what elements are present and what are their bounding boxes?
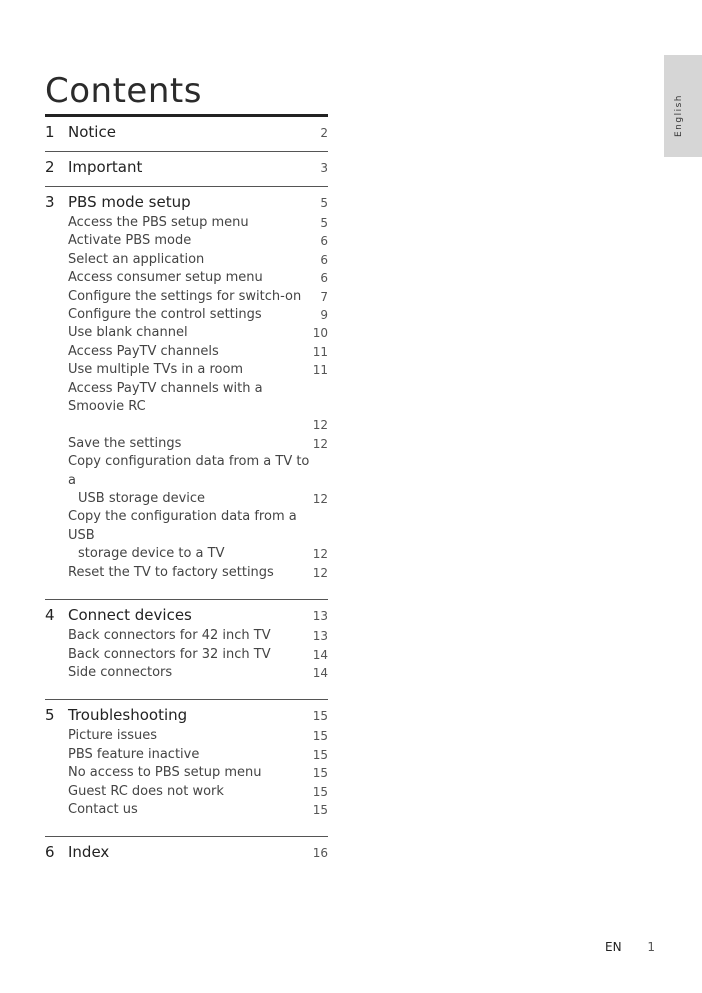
section-number: 4 <box>45 606 55 625</box>
toc-entry-page-number: 5 <box>320 216 328 230</box>
footer-language: EN <box>605 940 622 954</box>
section-title: Connect devices <box>68 606 192 625</box>
page-footer <box>605 940 655 954</box>
toc-entry-label <box>68 269 310 287</box>
toc-entry-page-number: 12 <box>312 547 328 562</box>
toc-entry-page-number: 12 <box>312 436 328 451</box>
toc-section-heading[interactable] <box>45 158 328 186</box>
section-page-number: 2 <box>320 126 328 140</box>
section-spacer <box>45 682 328 699</box>
toc-section <box>45 599 328 699</box>
toc-entry-page-number: 11 <box>312 344 328 359</box>
section-divider <box>45 151 328 152</box>
toc-entry-label-line2: USB storage device <box>78 491 206 507</box>
toc-entry-page-number: 10 <box>312 326 328 341</box>
table-of-contents <box>45 114 328 871</box>
section-divider <box>45 699 328 700</box>
section-spacer <box>45 819 328 836</box>
toc-entry-label <box>68 801 310 819</box>
toc-section-heading[interactable] <box>45 123 328 151</box>
toc-entry-label-line1: Use multiple TVs in a room <box>68 362 244 378</box>
toc-entry-label <box>68 380 310 435</box>
toc-entry-label-line1: Configure the settings for switch-on <box>68 288 302 304</box>
section-page-number: 15 <box>312 709 328 724</box>
toc-entry-label-line1: Configure the control settings <box>68 307 262 323</box>
section-title: Index <box>68 843 110 862</box>
toc-entry-label-line1: Picture issues <box>68 728 158 744</box>
toc-entry-label <box>68 324 310 342</box>
toc-entry-page-number: 11 <box>312 363 328 378</box>
toc-entry-page-number: 15 <box>312 729 328 744</box>
section-title: Troubleshooting <box>68 706 188 725</box>
toc-section-heading[interactable] <box>45 843 328 871</box>
section-divider <box>45 114 328 117</box>
toc-entry-label-line1: Activate PBS mode <box>68 233 192 249</box>
toc-entry-label <box>68 306 310 324</box>
section-page-number: 13 <box>312 609 328 624</box>
toc-entry-page-number: 7 <box>320 289 328 304</box>
toc-entry[interactable] <box>45 664 328 682</box>
toc-entry-label-line1: Reset the TV to factory settings <box>68 564 274 580</box>
toc-entry-page-number: 15 <box>312 784 328 799</box>
toc-entry-label <box>68 646 310 664</box>
toc-entry[interactable] <box>45 564 328 582</box>
toc-entry-label-line1: Side connectors <box>68 664 173 680</box>
section-title: PBS mode setup <box>68 193 191 211</box>
toc-entry[interactable] <box>45 435 328 453</box>
toc-entry-label-line1: Guest RC does not work <box>68 783 224 799</box>
toc-entry-label-line1: Access PayTV channels with a Smoovie RC <box>68 380 263 415</box>
toc-entry[interactable] <box>45 453 328 508</box>
page-title: Contents <box>45 70 202 111</box>
toc-entry-label <box>68 508 310 563</box>
section-page-number: 5 <box>320 196 328 210</box>
toc-entry-label <box>68 361 310 379</box>
toc-entry-label-line1: Copy configuration data from a TV to a <box>68 454 310 488</box>
toc-entry-label-line1: PBS feature inactive <box>68 746 200 762</box>
toc-entry-label <box>68 232 310 250</box>
toc-entry-page-number: 13 <box>312 629 328 644</box>
toc-entry-label-line1: Copy the configuration data from a USB <box>68 509 297 543</box>
toc-entry-label-line1: Contact us <box>68 801 138 817</box>
toc-entry[interactable] <box>45 727 328 745</box>
toc-entry[interactable] <box>45 627 328 645</box>
section-title: Important <box>68 158 143 176</box>
toc-entry[interactable] <box>45 251 328 269</box>
toc-entry-label <box>68 783 310 801</box>
toc-entry[interactable] <box>45 288 328 306</box>
toc-entry-label <box>68 746 310 764</box>
toc-entry-label-line1: Access consumer setup menu <box>68 270 263 286</box>
toc-entry-label-line1: Access the PBS setup menu <box>68 215 249 230</box>
toc-entry-label-line1: No access to PBS setup menu <box>68 765 262 781</box>
footer-page-number: 1 <box>647 940 656 954</box>
toc-entry-label <box>68 664 310 682</box>
toc-entry-label <box>68 453 310 508</box>
toc-entry[interactable] <box>45 214 328 232</box>
toc-entry[interactable] <box>45 380 328 435</box>
section-number: 1 <box>45 123 55 141</box>
toc-entry[interactable] <box>45 361 328 379</box>
toc-entry[interactable] <box>45 746 328 764</box>
section-divider <box>45 599 328 600</box>
toc-entry[interactable] <box>45 269 328 287</box>
toc-entry-label <box>68 727 310 745</box>
section-number: 5 <box>45 706 55 725</box>
toc-entry-page-number: 15 <box>312 747 328 762</box>
toc-entry-label <box>68 288 310 306</box>
toc-entry-page-number: 12 <box>312 492 328 507</box>
toc-entry-page-number: 6 <box>320 234 328 249</box>
toc-entry[interactable] <box>45 801 328 819</box>
toc-entry-label <box>68 435 310 453</box>
toc-section <box>45 699 328 836</box>
section-page-number: 3 <box>320 161 328 175</box>
toc-entry-page-number: 14 <box>312 647 328 662</box>
toc-entry-page-number: 14 <box>312 665 328 680</box>
toc-entry-label <box>68 251 310 269</box>
language-tab <box>664 55 702 157</box>
toc-entry-page-number: 12 <box>312 565 328 580</box>
toc-entry[interactable] <box>45 508 328 563</box>
toc-entry-label-line1: Select an application <box>68 251 205 267</box>
toc-entry-label-line2 <box>68 416 310 434</box>
section-divider <box>45 186 328 187</box>
section-title: Notice <box>68 123 116 141</box>
toc-section <box>45 836 328 871</box>
toc-entry-label-line1: Back connectors for 32 inch TV <box>68 646 271 662</box>
toc-entry-label <box>68 764 310 782</box>
toc-entry-page-number: 15 <box>312 802 328 817</box>
toc-entry[interactable] <box>45 783 328 801</box>
toc-entry-label <box>68 627 310 645</box>
section-divider <box>45 836 328 837</box>
toc-entry[interactable] <box>45 232 328 250</box>
section-number: 2 <box>45 158 55 176</box>
toc-entry-page-number: 12 <box>312 418 328 433</box>
toc-entry-page-number: 6 <box>320 271 328 286</box>
toc-section <box>45 151 328 186</box>
toc-entry-label-line1: Back connectors for 42 inch TV <box>68 628 271 644</box>
toc-entry-page-number: 15 <box>312 766 328 781</box>
toc-entry-label <box>68 214 310 232</box>
toc-entry[interactable] <box>45 306 328 324</box>
section-page-number: 16 <box>312 846 328 861</box>
toc-entry-label-line1: Save the settings <box>68 435 182 451</box>
toc-entry[interactable] <box>45 324 328 342</box>
toc-entry-label-line1: Access PayTV channels <box>68 343 219 359</box>
toc-entry[interactable] <box>45 764 328 782</box>
section-number: 6 <box>45 843 55 862</box>
toc-entry-page-number: 6 <box>320 252 328 267</box>
toc-entry-label-line1: Use blank channel <box>68 325 188 341</box>
toc-section <box>45 114 328 151</box>
toc-entry-page-number: 9 <box>320 308 328 323</box>
toc-entry-label <box>68 564 310 582</box>
section-spacer <box>45 582 328 599</box>
toc-entry[interactable] <box>45 343 328 361</box>
toc-entry-label <box>68 343 310 361</box>
toc-section <box>45 186 328 599</box>
section-number: 3 <box>45 193 55 211</box>
language-tab-label: English <box>674 94 684 137</box>
toc-entry[interactable] <box>45 646 328 664</box>
toc-entry-label-line2: storage device to a TV <box>78 546 225 562</box>
